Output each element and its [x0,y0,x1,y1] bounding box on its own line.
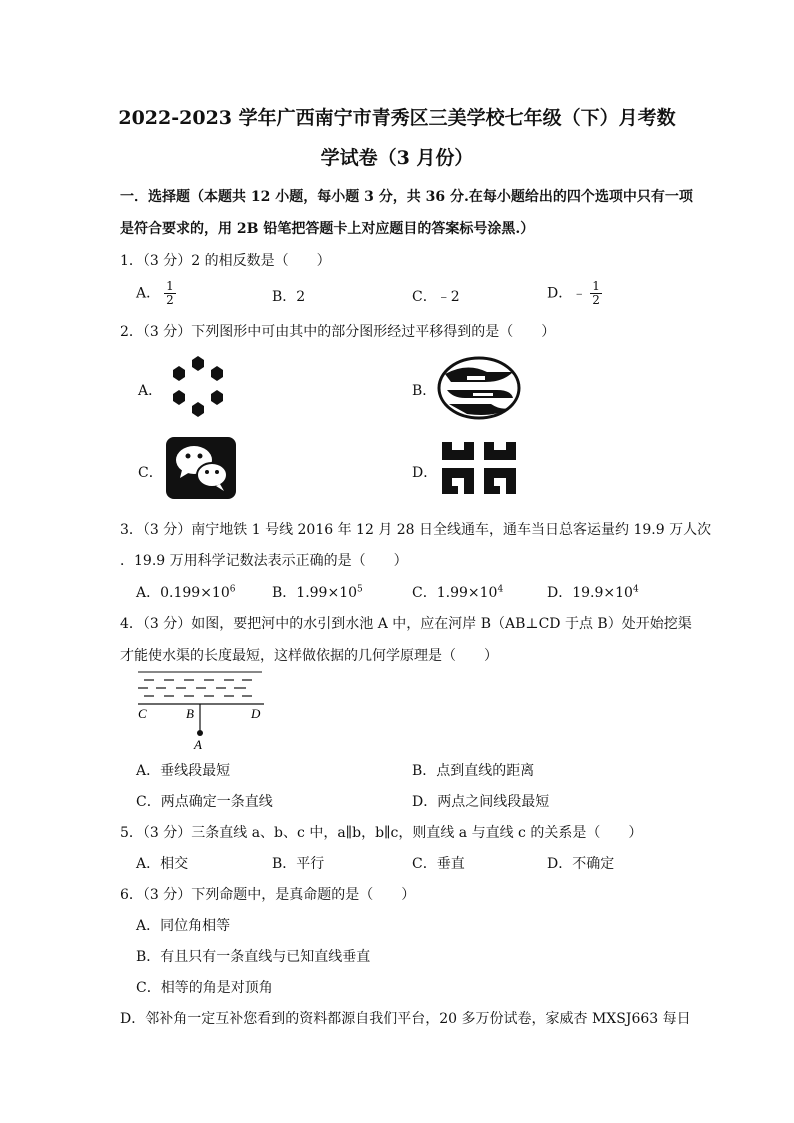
q1-option-d [547,280,602,307]
q4-option-b: B．点到直线的距离 [412,763,535,779]
point-c-label: C [138,706,147,721]
maze-pattern-figure [440,440,518,496]
q3-option-b-base: B．1.99×10 [272,585,358,601]
fraction-numerator: 1 [592,279,600,293]
q4-stem-line2: 才能使水渠的长度最短，这样做依据的几何学原理是（ ） [120,648,498,664]
river-canal-diagram [134,670,270,752]
q5-option-c: C．垂直 [412,856,465,872]
fraction-numerator: 1 [166,279,174,293]
q2-stem: 2．（3 分）下列图形中可由其中的部分图形经过平移得到的是（ ） [120,324,556,340]
swirl-logo-figure [437,356,521,420]
q2-option-d-label: D． [412,465,438,481]
q1-option-c: C．﹣2 [412,289,460,305]
q2-option-c-label: C． [138,465,163,481]
q3-option-d [547,582,639,602]
q5-option-b: B．平行 [272,856,325,872]
point-d-label: D [251,706,261,721]
q5-option-a: A．相交 [136,856,189,872]
q1-stem: 1．（3 分）2 的相反数是（ ） [120,253,331,269]
q4-option-d: D．两点之间线段最短 [412,794,550,810]
hexagon-ring-figure [163,352,233,422]
q6-stem: 6．（3 分）下列命题中，是真命题的是（ ） [120,887,416,903]
q1-option-d-label: D．﹣ [547,285,587,302]
q1-option-b: B．2 [272,289,306,305]
q3-option-c [412,582,503,602]
point-a-label: A [194,737,202,752]
q1-option-a-label: A． [136,285,161,302]
q3-option-b [272,582,363,602]
q3-option-a [136,582,235,602]
q3-option-c-exponent: 4 [497,584,504,595]
q2-option-a-label: A． [138,383,163,399]
q5-option-d: D．不确定 [547,856,615,872]
q3-stem-line2: ．19.9 万用科学记数法表示正确的是（ ） [120,553,408,569]
q4-option-a: A．垂线段最短 [136,763,231,779]
q1-option-d-fraction [590,280,602,307]
q6-option-d: D．邻补角一定互补您看到的资料都源自我们平台，20 多万份试卷，家威杏 MXSJ663 每日 [120,1011,691,1027]
q3-option-d-base: D．19.9×10 [547,585,633,601]
exam-title-line2: 学试卷（3 月份） [320,147,474,169]
q3-option-b-exponent: 5 [357,584,363,595]
q2-option-b-label: B． [412,383,437,399]
q3-option-a-base: A．0.199×10 [136,585,230,601]
q4-stem-line1: 4．（3 分）如图，要把河中的水引到水池 A 中，应在河岸 B（AB⊥CD 于点 B）处开始挖渠 [120,616,692,632]
q3-stem-line1: 3．（3 分）南宁地铁 1 号线 2016 年 12 月 28 日全线通车，通车当日总客运量约 19.9 万人次 [120,522,712,538]
q4-option-c: C．两点确定一条直线 [136,794,273,810]
q3-option-d-exponent: 4 [632,584,639,595]
point-b-label: B [186,706,194,721]
q3-option-a-exponent: 6 [229,584,236,595]
fraction-denominator: 2 [592,293,600,307]
q5-stem: 5．（3 分）三条直线 a、b、c 中，a∥b，b∥c，则直线 a 与直线 c 的关系是（ ） [120,825,643,841]
section-header-line2: 是符合要求的，用 2B 铅笔把答题卡上对应题目的答案标号涂黑.） [120,221,535,237]
exam-title-line1: 2022-2023 学年广西南宁市青秀区三美学校七年级（下）月考数 [118,107,676,129]
q1-option-a [136,280,176,307]
q6-option-a: A．同位角相等 [136,918,231,934]
fraction-denominator: 2 [166,293,174,307]
q6-option-c: C．相等的角是对顶角 [136,980,273,996]
q1-option-a-fraction [164,280,176,307]
q3-option-c-base: C．1.99×10 [412,585,498,601]
section-header-line1: 一．选择题（本题共 12 小题，每小题 3 分，共 36 分.在每小题给出的四个选项中只有一项 [120,189,693,205]
q6-option-b: B．有且只有一条直线与已知直线垂直 [136,949,371,965]
chat-bubbles-icon [166,437,236,499]
